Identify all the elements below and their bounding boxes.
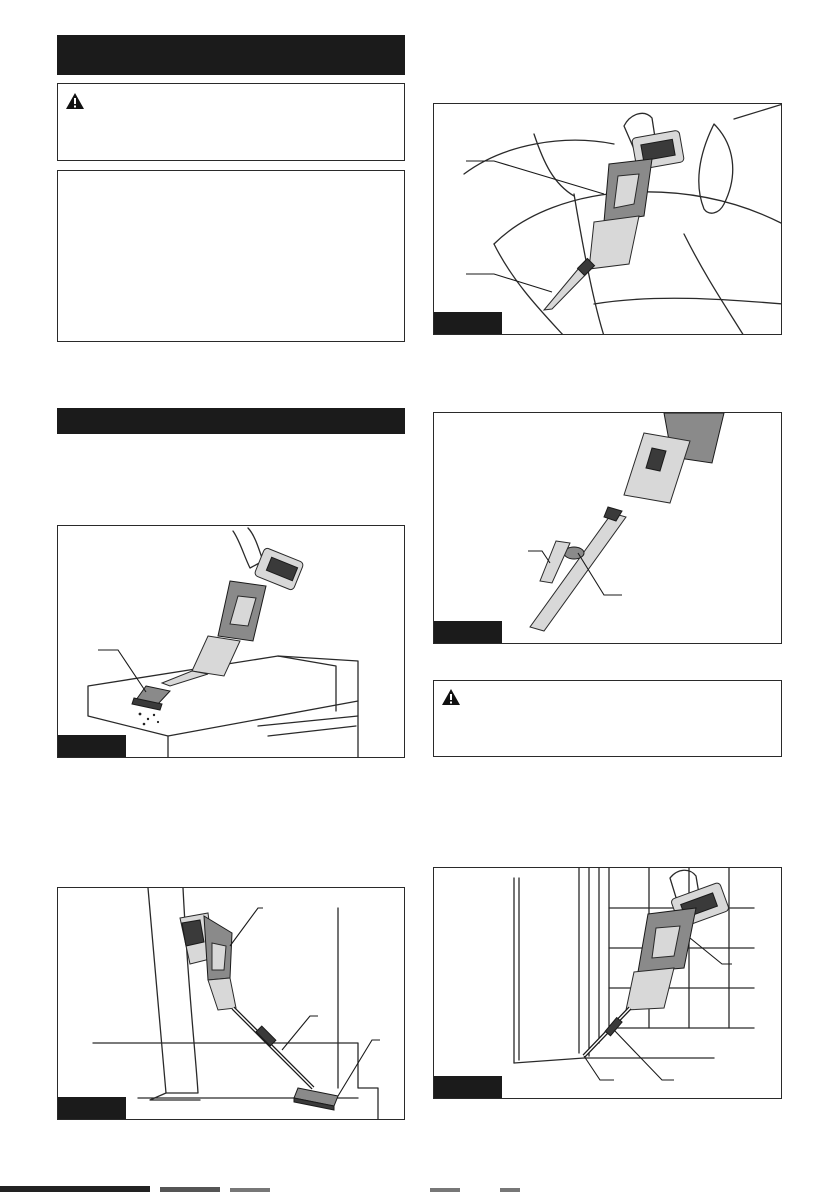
section-header-bar [57,408,405,434]
vacuum-floor-nozzle-table-illustration [58,526,405,758]
figure-number-tag [434,621,502,643]
warning-triangle-icon [441,688,461,706]
vacuum-extension-wand-door-illustration [434,868,782,1099]
warning-box [57,83,405,161]
figure-crevice-parts [433,412,782,644]
figure-number-tag [58,1097,126,1119]
figure-standing-floor [57,887,405,1120]
figure-door-corner [433,867,782,1099]
section-header-bar [57,35,405,75]
figure-number-tag [58,735,126,757]
warning-box [433,680,782,757]
vacuum-crevice-nozzle-car-seat-illustration [434,104,782,335]
cropped-text-strip [0,1184,840,1192]
note-box [57,170,405,342]
warning-triangle-icon [65,92,85,110]
figure-car-seat [433,103,782,335]
figure-number-tag [434,312,502,334]
figure-table-floor-nozzle [57,525,405,758]
vacuum-standing-floor-illustration [58,888,405,1120]
figure-number-tag [434,1076,502,1098]
vacuum-crevice-nozzle-parts-illustration [434,413,782,644]
